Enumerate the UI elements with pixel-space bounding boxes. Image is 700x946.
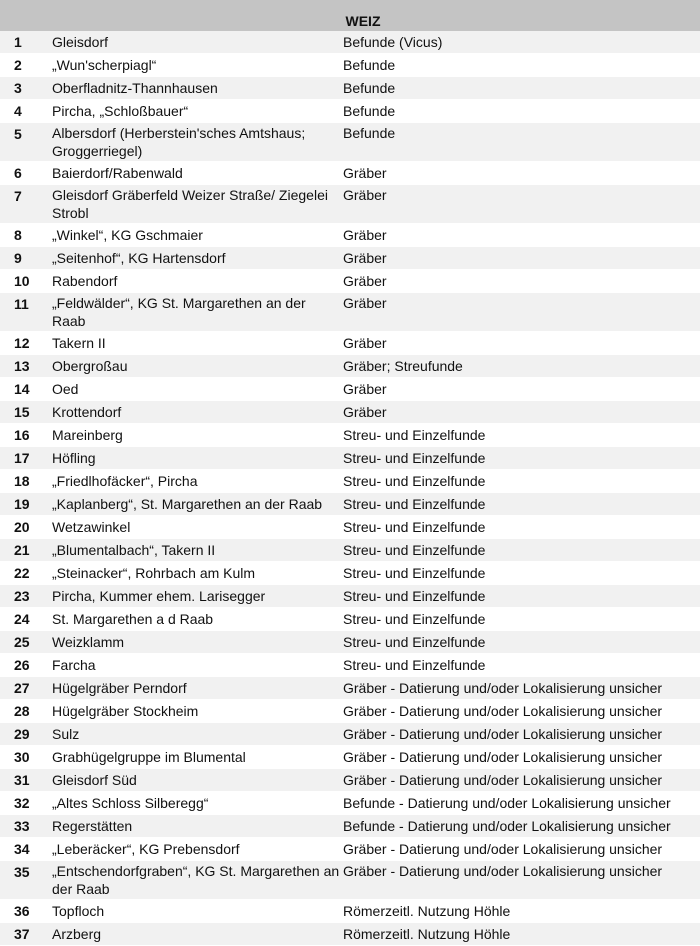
find-type: Streu- und Einzelfunde — [343, 427, 486, 443]
row-number: 1 — [14, 34, 22, 50]
site-name: Hügelgräber Perndorf — [52, 680, 187, 696]
find-type: Gräber - Datierung und/oder Lokalisierung unsicher — [343, 726, 663, 742]
site-name: Sulz — [52, 726, 80, 742]
site-name: „Leberäcker“, KG Prebensdorf — [52, 841, 240, 857]
table-row — [0, 123, 700, 162]
row-number: 11 — [14, 296, 29, 312]
row-number: 2 — [14, 57, 22, 73]
row-number: 12 — [14, 335, 30, 351]
find-type: Gräber — [343, 227, 387, 243]
row-number: 36 — [14, 903, 30, 919]
table-row — [0, 539, 700, 562]
find-type: Gräber - Datierung und/oder Lokalisierung unsicher — [343, 772, 663, 788]
site-name: „Seitenhof“, KG Hartensdorf — [52, 250, 226, 266]
site-name: Farcha — [52, 657, 96, 673]
table-row — [0, 77, 700, 100]
table-row — [0, 224, 700, 247]
table-row — [0, 162, 700, 185]
table-row — [0, 516, 700, 539]
row-number: 10 — [14, 273, 30, 289]
table-row — [0, 792, 700, 815]
find-type: Streu- und Einzelfunde — [343, 450, 486, 466]
table-row — [0, 746, 700, 769]
find-type: Römerzeitl. Nutzung Höhle — [343, 903, 511, 919]
table-title: WEIZ — [345, 13, 381, 29]
table-row — [0, 562, 700, 585]
find-type: Streu- und Einzelfunde — [343, 565, 486, 581]
site-name: Takern II — [52, 335, 106, 351]
row-number: 13 — [14, 358, 30, 374]
row-number: 22 — [14, 565, 30, 581]
row-number: 14 — [14, 381, 30, 397]
find-type: Streu- und Einzelfunde — [343, 542, 486, 558]
table-row — [0, 677, 700, 700]
row-number: 17 — [14, 450, 30, 466]
row-number: 19 — [14, 496, 30, 512]
table-row — [0, 447, 700, 470]
find-type: Befunde - Datierung und/oder Lokalisierung unsicher — [343, 818, 671, 834]
row-number: 4 — [14, 103, 22, 119]
site-name: Baierdorf/Rabenwald — [52, 165, 183, 181]
site-name: „Wun'scherpiagl“ — [52, 57, 157, 73]
row-number: 23 — [14, 588, 30, 604]
find-type: Streu- und Einzelfunde — [343, 473, 486, 489]
table-row — [0, 838, 700, 861]
site-name: „Winkel“, KG Gschmaier — [52, 227, 203, 243]
row-number: 34 — [14, 841, 30, 857]
row-number: 18 — [14, 473, 30, 489]
site-name: Albersdorf (Herberstein'sches Amtshaus; Groggerriegel) — [52, 125, 306, 159]
find-type: Streu- und Einzelfunde — [343, 496, 486, 512]
row-number: 8 — [14, 227, 22, 243]
site-name: Gleisdorf Süd — [52, 772, 137, 788]
find-type: Streu- und Einzelfunde — [343, 634, 486, 650]
table-row — [0, 31, 700, 54]
table-row — [0, 700, 700, 723]
table-row — [0, 424, 700, 447]
row-number: 9 — [14, 250, 22, 266]
row-number: 26 — [14, 657, 30, 673]
find-type: Gräber — [343, 165, 387, 181]
table-row — [0, 585, 700, 608]
site-name: „Friedlhofäcker“, Pircha — [52, 473, 198, 489]
table-row — [0, 355, 700, 378]
table-row — [0, 723, 700, 746]
table-row — [0, 861, 700, 900]
table-row — [0, 332, 700, 355]
table-row — [0, 923, 700, 946]
row-number: 3 — [14, 80, 22, 96]
site-name: „Steinacker“, Rohrbach am Kulm — [52, 565, 256, 581]
find-type: Gräber — [343, 381, 387, 397]
row-number: 31 — [14, 772, 30, 788]
row-number: 30 — [14, 749, 30, 765]
row-number: 7 — [14, 188, 22, 204]
row-number: 29 — [14, 726, 30, 742]
site-name: „Altes Schloss Silberegg“ — [52, 795, 209, 811]
table-header — [0, 0, 700, 31]
find-type: Streu- und Einzelfunde — [343, 519, 486, 535]
site-name: Gleisdorf Gräberfeld Weizer Straße/ Ziegelei Strobl — [52, 187, 328, 221]
find-type: Gräber — [343, 273, 387, 289]
row-number: 6 — [14, 165, 22, 181]
table-row — [0, 493, 700, 516]
row-number: 28 — [14, 703, 30, 719]
site-name: „Entschendorfgraben“, KG St. Margarethen an der Raab — [52, 863, 340, 897]
site-name: Weizklamm — [52, 634, 125, 650]
site-name: Obergroßau — [52, 358, 128, 374]
site-name: „Kaplanberg“, St. Margarethen an der Raab — [52, 496, 323, 512]
table-row — [0, 815, 700, 838]
row-number: 35 — [14, 864, 30, 880]
site-name: Oberfladnitz-Thannhausen — [52, 80, 218, 96]
table-row — [0, 900, 700, 923]
site-name: Pircha, Kummer ehem. Larisegger — [52, 588, 266, 604]
site-name: St. Margarethen a d Raab — [52, 611, 214, 627]
site-name: Höfling — [52, 450, 96, 466]
table-row — [0, 401, 700, 424]
find-type: Römerzeitl. Nutzung Höhle — [343, 926, 511, 942]
site-name: Krottendorf — [52, 404, 122, 420]
site-name: Oed — [52, 381, 79, 397]
row-number: 20 — [14, 519, 30, 535]
table-row — [0, 378, 700, 401]
site-name: „Feldwälder“, KG St. Margarethen an der Raab — [52, 295, 306, 329]
find-type: Gräber - Datierung und/oder Lokalisierung unsicher — [343, 863, 663, 879]
find-type: Gräber; Streufunde — [343, 358, 463, 374]
table-row — [0, 631, 700, 654]
site-name: Pircha, „Schloßbauer“ — [52, 103, 189, 119]
table-row — [0, 100, 700, 123]
table-row — [0, 270, 700, 293]
table-row — [0, 293, 700, 332]
site-name: Regerstätten — [52, 818, 133, 834]
find-type: Gräber - Datierung und/oder Lokalisierung unsicher — [343, 680, 663, 696]
find-type: Befunde — [343, 125, 396, 141]
find-type: Gräber - Datierung und/oder Lokalisierung unsicher — [343, 749, 663, 765]
site-name: Topfloch — [52, 903, 105, 919]
row-number: 24 — [14, 611, 30, 627]
find-type: Befunde — [343, 103, 396, 119]
site-name: Mareinberg — [52, 427, 123, 443]
site-name: Wetzawinkel — [52, 519, 131, 535]
find-type: Gräber — [343, 404, 387, 420]
find-type: Streu- und Einzelfunde — [343, 657, 486, 673]
site-name: Hügelgräber Stockheim — [52, 703, 199, 719]
find-type: Gräber — [343, 187, 387, 203]
row-number: 21 — [14, 542, 30, 558]
table-row — [0, 608, 700, 631]
site-name: „Blumentalbach“, Takern II — [52, 542, 216, 558]
site-name: Gleisdorf — [52, 34, 109, 50]
find-type: Befunde — [343, 57, 396, 73]
site-name: Grabhügelgruppe im Blumental — [52, 749, 246, 765]
find-type: Gräber — [343, 250, 387, 266]
row-number: 37 — [14, 926, 30, 942]
find-type: Befunde - Datierung und/oder Lokalisierung unsicher — [343, 795, 671, 811]
site-name: Rabendorf — [52, 273, 118, 289]
table-row — [0, 654, 700, 677]
row-number: 25 — [14, 634, 30, 650]
find-type: Gräber - Datierung und/oder Lokalisierung unsicher — [343, 841, 663, 857]
site-name: Arzberg — [52, 926, 102, 942]
row-number: 5 — [14, 126, 22, 142]
find-type: Gräber — [343, 295, 387, 311]
find-type: Streu- und Einzelfunde — [343, 588, 486, 604]
find-type: Befunde — [343, 80, 396, 96]
find-type: Gräber - Datierung und/oder Lokalisierung unsicher — [343, 703, 663, 719]
table-row — [0, 185, 700, 224]
row-number: 27 — [14, 680, 30, 696]
find-type: Streu- und Einzelfunde — [343, 611, 486, 627]
table-row — [0, 470, 700, 493]
table-row — [0, 247, 700, 270]
row-number: 32 — [14, 795, 30, 811]
row-number: 33 — [14, 818, 30, 834]
table-body — [0, 31, 700, 946]
row-number: 15 — [14, 404, 30, 420]
table-row — [0, 54, 700, 77]
row-number: 16 — [14, 427, 30, 443]
find-type: Gräber — [343, 335, 387, 351]
find-type: Befunde (Vicus) — [343, 34, 443, 50]
table-row — [0, 769, 700, 792]
